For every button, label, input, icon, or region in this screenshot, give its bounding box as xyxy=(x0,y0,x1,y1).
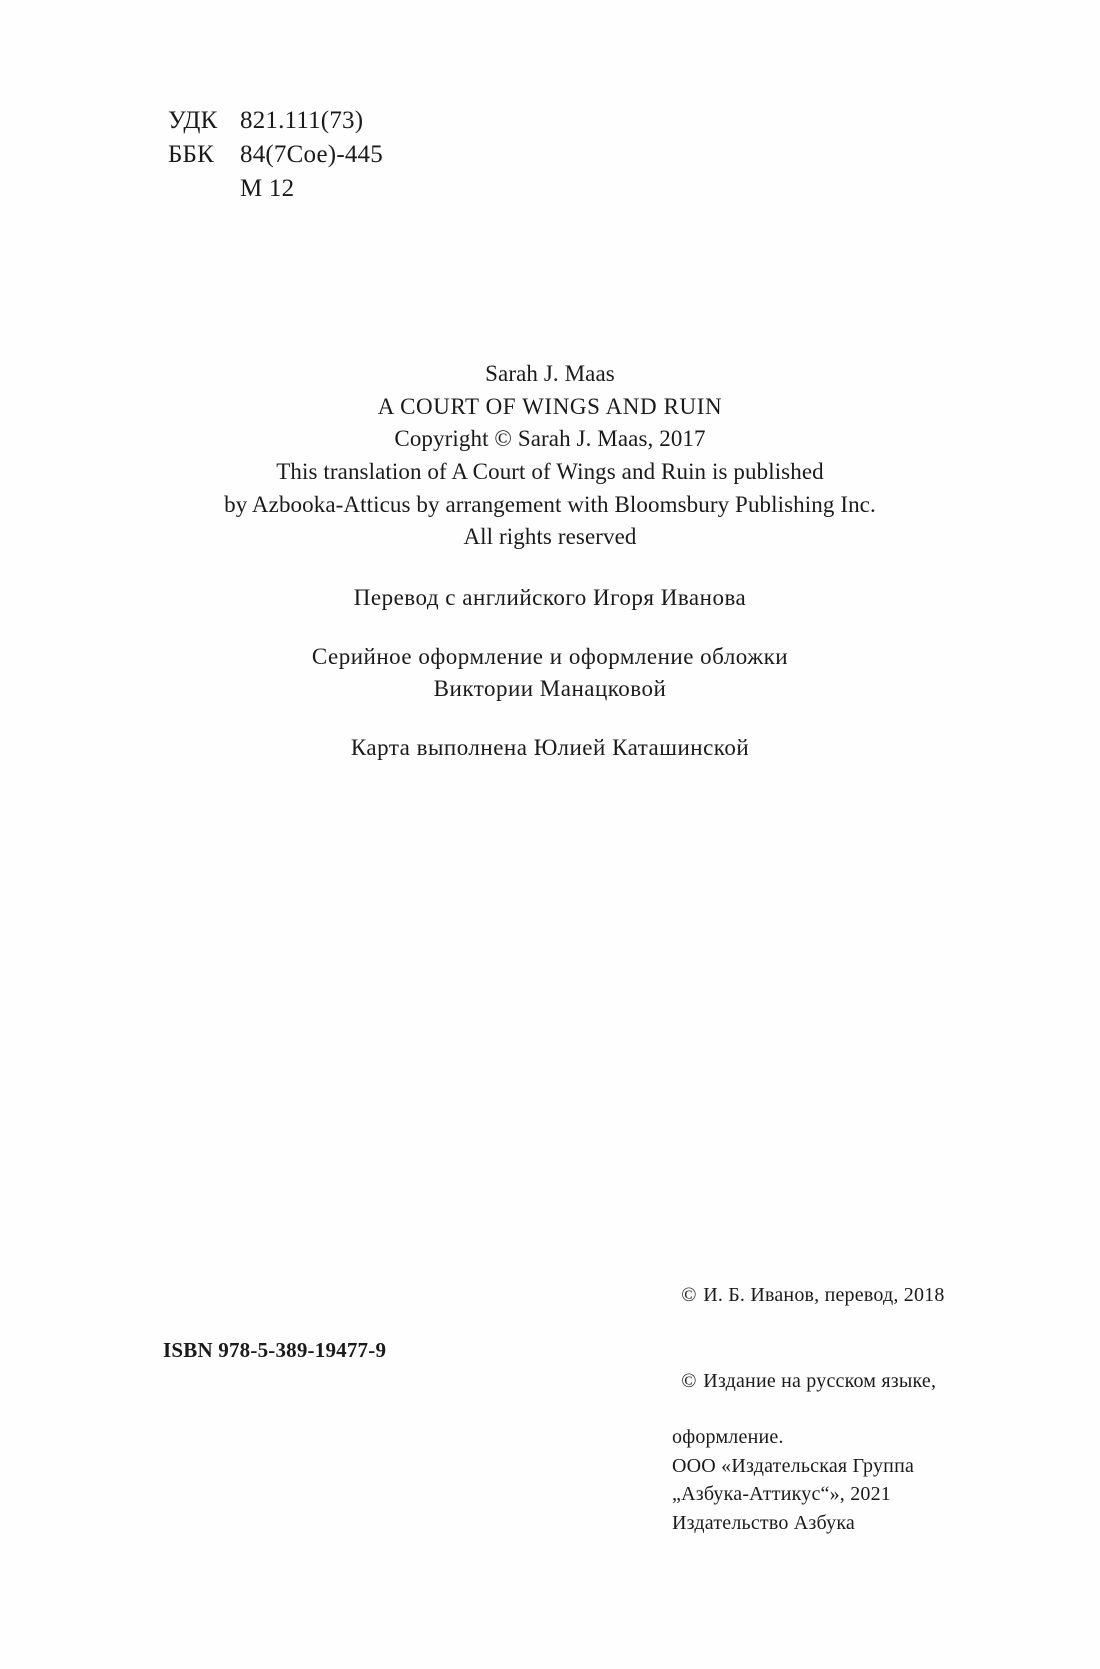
bbk-label: ББК xyxy=(168,141,214,168)
cover-design-credit xyxy=(0,641,1100,706)
translation-notice-line-2: by Azbooka-Atticus by arrangement with Bloomsbury Publishing Inc. xyxy=(224,491,876,517)
original-copyright: Copyright © Sarah J. Maas, 2017 xyxy=(394,426,706,452)
bbk-row xyxy=(168,138,383,172)
rights-line-1-text: И. Б. Иванов, перевод, 2018 xyxy=(703,1284,945,1307)
all-rights-reserved: All rights reserved xyxy=(463,524,637,550)
author-code: М 12 xyxy=(240,175,295,202)
credits-block xyxy=(0,358,1100,765)
map-credit: Карта выполнена Юлией Каташинской xyxy=(350,734,750,760)
rights-line-6: Издательство Азбука xyxy=(672,1511,856,1534)
cover-design-line-1: Серийное оформление и оформление обложки xyxy=(311,643,789,669)
isbn: ISBN 978-5-389-19477-9 xyxy=(163,1338,387,1362)
rights-line-3: оформление. xyxy=(672,1426,784,1449)
rights-block xyxy=(650,1253,980,1537)
cover-design-line-2: Виктории Манацковой xyxy=(433,676,667,702)
udk-label: УДК xyxy=(168,107,218,134)
bbk-value: 84(7Сое)-445 xyxy=(240,141,383,168)
translation-notice-line-1: This translation of A Court of Wings and Ruin is published xyxy=(276,458,824,484)
rights-line-5: „Азбука-Аттикус“», 2021 xyxy=(672,1483,892,1506)
original-author: Sarah J. Maas xyxy=(485,361,615,386)
copyright-symbol-icon: © xyxy=(681,1284,697,1307)
original-credits xyxy=(0,358,1100,554)
author-code-row xyxy=(168,172,383,206)
rights-line-2-text: Издание на русском языке, xyxy=(703,1369,937,1392)
rights-line-2 xyxy=(650,1338,980,1423)
classification-block xyxy=(168,104,383,206)
rights-line-4: ООО «Издательская Группа xyxy=(672,1454,915,1477)
udk-row xyxy=(168,104,383,138)
translator-credit: Перевод с английского Игоря Иванова xyxy=(353,584,747,610)
udk-value: 821.111(73) xyxy=(240,107,364,134)
copyright-symbol-icon: © xyxy=(681,1369,697,1392)
rights-line-1 xyxy=(650,1253,980,1338)
original-title: A COURT OF WINGS AND RUIN xyxy=(377,393,723,419)
